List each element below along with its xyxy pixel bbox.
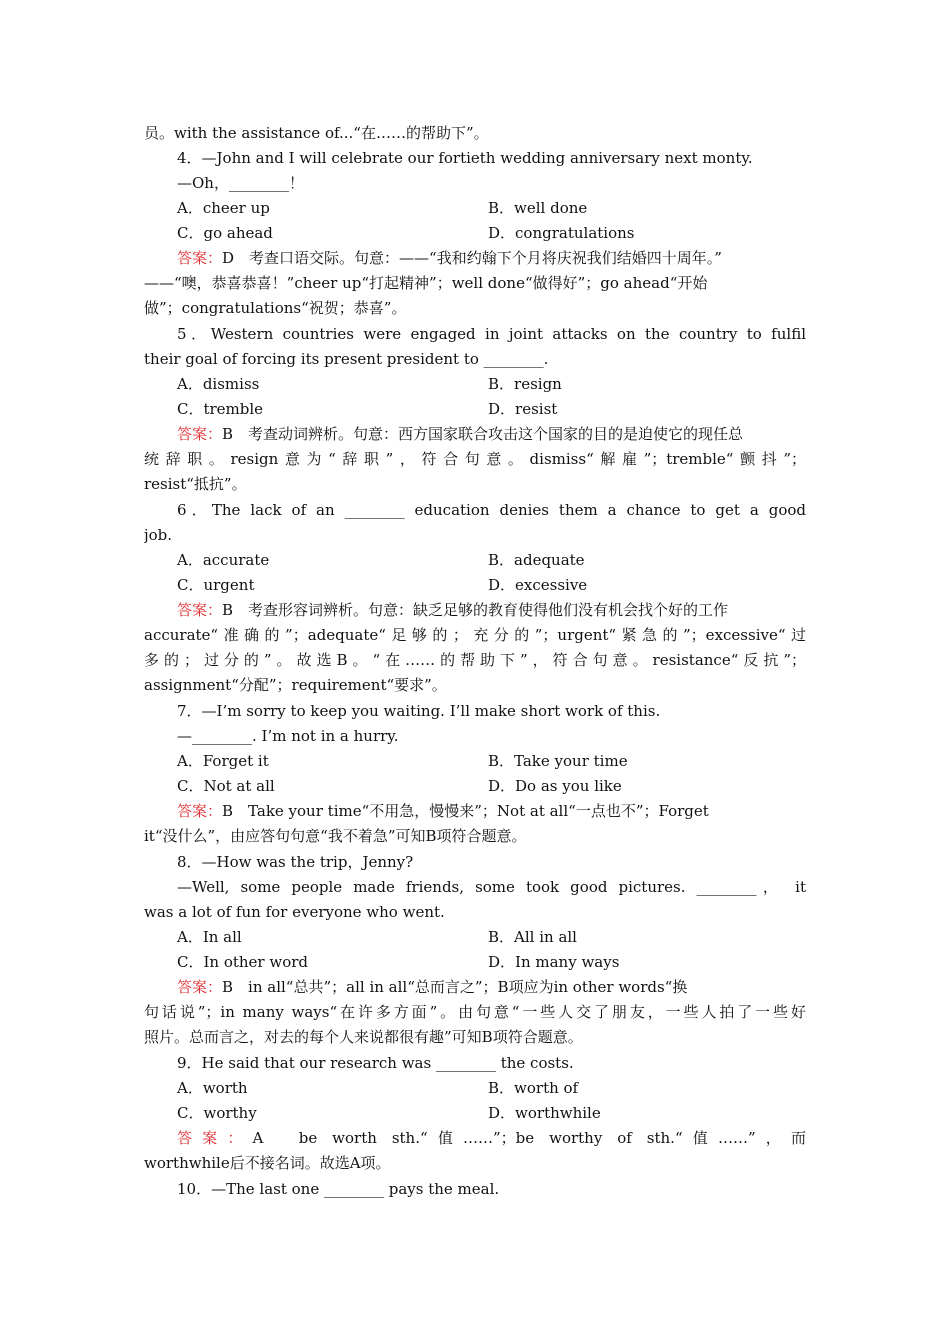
answer-text: D 考查口语交际。句意：——“我和约翰下个月将庆祝我们结婚四十周年。” <box>222 249 722 267</box>
question-5-option-c: C．tremble <box>177 400 264 418</box>
question-8-option-a: A．In all <box>177 928 242 946</box>
question-4-option-b: B．well done <box>488 199 588 217</box>
question-5-stem: 5．Western countries were engaged in joint attacks on the country to fulfil <box>177 325 806 343</box>
question-8-reply-cont: was a lot of fun for everyone who went. <box>144 903 445 921</box>
answer-explanation-line: accurate“准确的”；adequate“足够的；充分的”；urgent“紧急的”；excessive“过 <box>144 626 806 644</box>
answer-label: 答案： <box>177 802 223 820</box>
question-5-option-a: A．dismiss <box>177 375 260 393</box>
question-6-option-c: C．urgent <box>177 576 255 594</box>
question-6-option-a: A．accurate <box>177 551 270 569</box>
question-5-option-d: D．resist <box>488 400 558 418</box>
question-4-option-c: C．go ahead <box>177 224 273 242</box>
question-9-option-b: B．worth of <box>488 1079 579 1097</box>
question-8-answer <box>177 975 806 1000</box>
question-5-option-b: B．resign <box>488 375 562 393</box>
question-8-option-c: C．In other word <box>177 953 309 971</box>
question-7-option-d: D．Do as you like <box>488 777 622 795</box>
question-4-reply: —Oh，________！ <box>177 174 304 192</box>
question-4-option-a: A．cheer up <box>177 199 270 217</box>
answer-label: 答案： <box>177 249 223 267</box>
question-4-stem: 4．—John and I will celebrate our fortieth wedding anniversary next monty. <box>177 149 753 167</box>
question-6-option-b: B．adequate <box>488 551 585 569</box>
question-9-option-a: A．worth <box>177 1079 248 1097</box>
answer-explanation-line: worthwhile后不接名词。故选A项。 <box>144 1154 391 1172</box>
question-7-answer <box>177 799 806 824</box>
answer-explanation-line: ——“噢，恭喜恭喜！”cheer up“打起精神”；well done“做得好”；go ahead“开始 <box>144 274 708 292</box>
answer-label: 答案： <box>177 1129 253 1147</box>
question-7-option-c: C．Not at all <box>177 777 275 795</box>
question-8-option-d: D．In many ways <box>488 953 620 971</box>
text-line: 员。with the assistance of...“在……的帮助下”。 <box>144 124 489 142</box>
question-4-option-d: D．congratulations <box>488 224 635 242</box>
question-6-option-d: D．excessive <box>488 576 588 594</box>
question-9-option-d: D．worthwhile <box>488 1104 601 1122</box>
question-9-answer <box>177 1126 806 1151</box>
answer-text: B in all“总共”；all in all“总而言之”；B项应为in other words“换 <box>222 978 688 996</box>
answer-explanation-line: 多的；过分的”。故选B。“在……的帮助下”，符合句意。resistance“反抗”； <box>144 651 806 669</box>
answer-text: B 考查形容词辨析。句意：缺乏足够的教育使得他们没有机会找个好的工作 <box>222 601 729 619</box>
answer-explanation-line: resist“抵抗”。 <box>144 475 247 493</box>
question-10-stem: 10．—The last one ________ pays the meal. <box>177 1180 500 1198</box>
answer-explanation-line: 照片。总而言之，对去的每个人来说都很有趣”可知B项符合题意。 <box>144 1028 583 1046</box>
answer-explanation-line: assignment“分配”；requirement“要求”。 <box>144 676 447 694</box>
question-7-option-b: B．Take your time <box>488 752 628 770</box>
question-8-option-b: B．All in all <box>488 928 577 946</box>
question-8-reply: —Well, some people made friends, some took good pictures. ________， it <box>177 878 806 896</box>
answer-label: 答案： <box>177 425 223 443</box>
question-6-stem-cont: job. <box>144 526 173 544</box>
answer-text: B Take your time“不用急，慢慢来”；Not at all“一点也不”；Forget <box>222 802 709 820</box>
question-8-stem: 8．—How was the trip，Jenny? <box>177 853 414 871</box>
question-4-answer <box>177 246 806 271</box>
question-5-answer <box>177 422 806 447</box>
answer-text: B 考查动词辨析。句意：西方国家联合攻击这个国家的目的是迫使它的现任总 <box>222 425 744 443</box>
answer-explanation-line: 统辞职。resign意为“辞职”，符合句意。dismiss“解雇”；tremble“颤抖”； <box>144 450 806 468</box>
answer-explanation-line: 句话说”；in many ways“在许多方面”。由句意“一些人交了朋友，一些人拍了一些好 <box>144 1003 806 1021</box>
question-6-answer <box>177 598 806 623</box>
question-9-stem: 9．He said that our research was ________ the costs. <box>177 1054 574 1072</box>
question-6-stem: 6．The lack of an ________ education denies them a chance to get a good <box>177 501 806 519</box>
answer-label: 答案： <box>177 978 223 996</box>
question-7-stem: 7．—I’m sorry to keep you waiting. I’ll make short work of this. <box>177 702 661 720</box>
answer-text: A be worth sth.“值……”；be worthy of sth.“值……”，而 <box>252 1129 806 1147</box>
question-7-reply: —________. I’m not in a hurry. <box>177 727 399 745</box>
answer-label: 答案： <box>177 601 223 619</box>
question-9-option-c: C．worthy <box>177 1104 257 1122</box>
question-5-stem-cont: their goal of forcing its present president to ________. <box>144 350 549 368</box>
answer-explanation-line: it“没什么”，由应答句句意“我不着急”可知B项符合题意。 <box>144 827 527 845</box>
answer-explanation-line: 做”；congratulations“祝贺；恭喜”。 <box>144 299 407 317</box>
question-7-option-a: A．Forget it <box>177 752 269 770</box>
